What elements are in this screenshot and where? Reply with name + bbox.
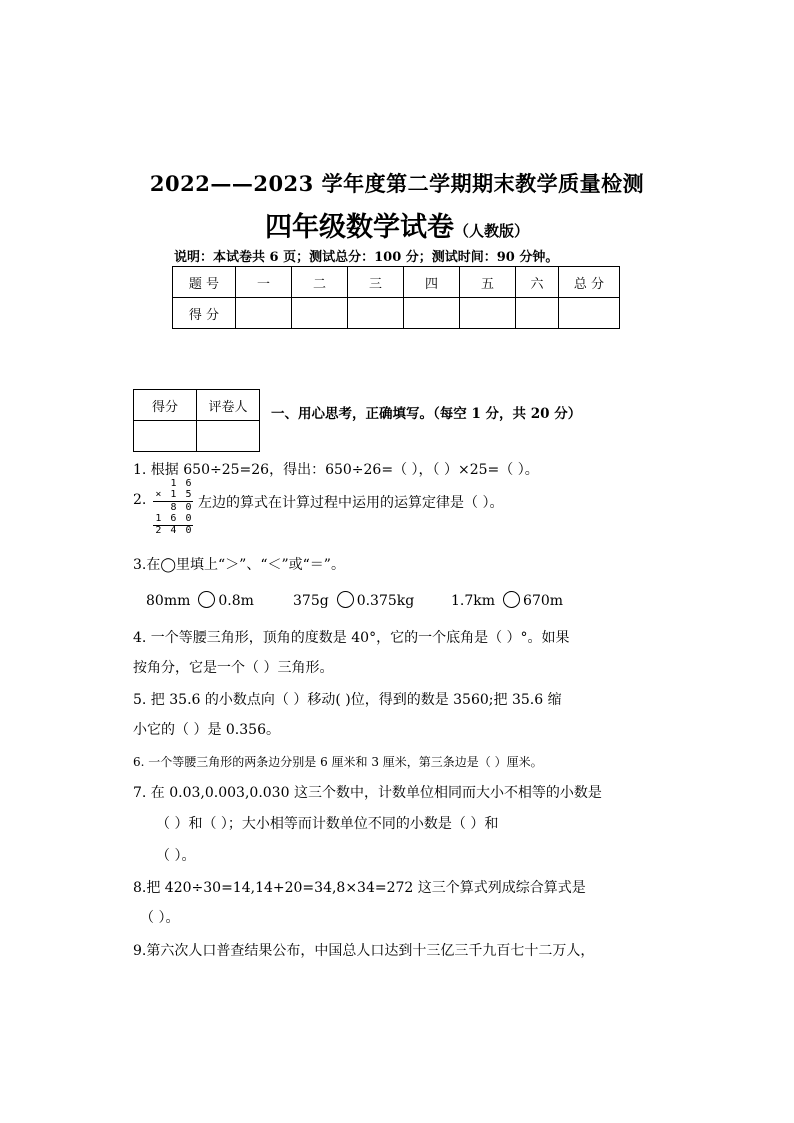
grader-score-label: 得分 [134, 390, 197, 421]
question-1: 1. 根据 650÷25=26，得出：650÷26=（ ），（ ）×25=（ ）。 [133, 462, 539, 478]
subtitle-main: 四年级数学试卷 [264, 212, 454, 243]
score-input-total [559, 298, 620, 329]
compare-circle-3 [503, 591, 520, 608]
compare-item-2 [293, 591, 414, 609]
vertical-line-1: 1 6 [170, 478, 193, 489]
compare-3-left: 1.7km [451, 593, 496, 609]
question-8-line-2: （ ）。 [140, 910, 180, 926]
score-cell-1: 一 [236, 267, 292, 298]
question-8-line-1: 8.把 420÷30=14,14+20=34,8×34=272 这三个算式列成综合算式是 [133, 880, 586, 896]
score-cell-total: 总 分 [559, 267, 620, 298]
vertical-line-5: 2 4 0 [155, 525, 193, 536]
compare-1-left: 80mm [146, 593, 191, 609]
score-row-label: 得 分 [173, 298, 236, 329]
question-7-line-1: 7. 在 0.03,0.003,0.030 这三个数中，计数单位相同而大小不相等的小数是 [133, 785, 602, 801]
score-input-2 [292, 298, 348, 329]
compare-3-right: 670m [523, 593, 564, 609]
compare-2-left: 375g [293, 593, 329, 609]
score-input-5 [460, 298, 516, 329]
vertical-line-2: × 1 5 [155, 489, 193, 500]
exam-title: 2022——2023 学年度第二学期期末教学质量检测 [149, 171, 645, 196]
question-5-line-2: 小它的（ ）是 0.356。 [133, 722, 280, 738]
exam-subtitle [0, 205, 794, 244]
question-2-prefix: 2. [133, 492, 147, 508]
score-input-3 [348, 298, 404, 329]
score-cell-4: 四 [404, 267, 460, 298]
subtitle-edition: （人教版） [453, 222, 529, 240]
exam-description: 说明：本试卷共 6 页；测试总分：100 分；测试时间：90 分钟。 [174, 250, 559, 265]
score-input-4 [404, 298, 460, 329]
compare-item-3 [451, 591, 563, 609]
compare-circle-2 [337, 591, 354, 608]
question-9-line-1: 9.第六次人口普查结果公布，中国总人口达到十三亿三千九百七十二万人， [133, 943, 595, 959]
grader-name-label: 评卷人 [197, 390, 260, 421]
vertical-multiplication [149, 479, 193, 537]
score-cell-2: 二 [292, 267, 348, 298]
question-2-text: 左边的算式在计算过程中运用的运算定律是（ ）。 [198, 495, 504, 511]
score-input-6 [516, 298, 559, 329]
grader-score-box [134, 421, 197, 452]
question-7-line-2: （ ）和（ ）；大小相等而计数单位不同的小数是（ ）和 [156, 816, 499, 832]
question-4-line-1: 4. 一个等腰三角形，顶角的度数是 40°，它的一个底角是（ ）°。如果 [133, 630, 570, 646]
compare-circle-1 [198, 591, 215, 608]
grader-name-box [197, 421, 260, 452]
compare-1-right: 0.8m [218, 593, 254, 609]
vertical-line-4: 1 6 0 [155, 513, 193, 524]
grader-table [133, 389, 260, 452]
question-4-line-2: 按角分，它是一个（ ）三角形。 [133, 660, 334, 676]
score-table [172, 266, 620, 329]
question-7-line-3: （ ）。 [156, 848, 196, 864]
question-6: 6. 一个等腰三角形的两条边分别是 6 厘米和 3 厘米，第三条边是（ ）厘米。 [133, 755, 543, 769]
score-cell-3: 三 [348, 267, 404, 298]
compare-2-right: 0.375kg [356, 593, 415, 609]
score-table-header-row [173, 267, 620, 298]
score-input-1 [236, 298, 292, 329]
section1-heading: 一、用心思考，正确填写。（每空 1 分，共 20 分） [271, 406, 582, 422]
question-3: 3.在◯里填上“＞”、“＜”或“＝”。 [133, 557, 345, 573]
question-5-line-1: 5. 把 35.6 的小数点向（ ）移动( )位，得到的数是 3560;把 35.6 缩 [133, 692, 562, 708]
compare-item-1 [146, 591, 254, 609]
score-cell-5: 五 [460, 267, 516, 298]
vertical-line-3: 8 0 [170, 502, 193, 513]
score-table-score-row [173, 298, 620, 329]
score-cell-label: 题 号 [173, 267, 236, 298]
score-cell-6: 六 [516, 267, 559, 298]
